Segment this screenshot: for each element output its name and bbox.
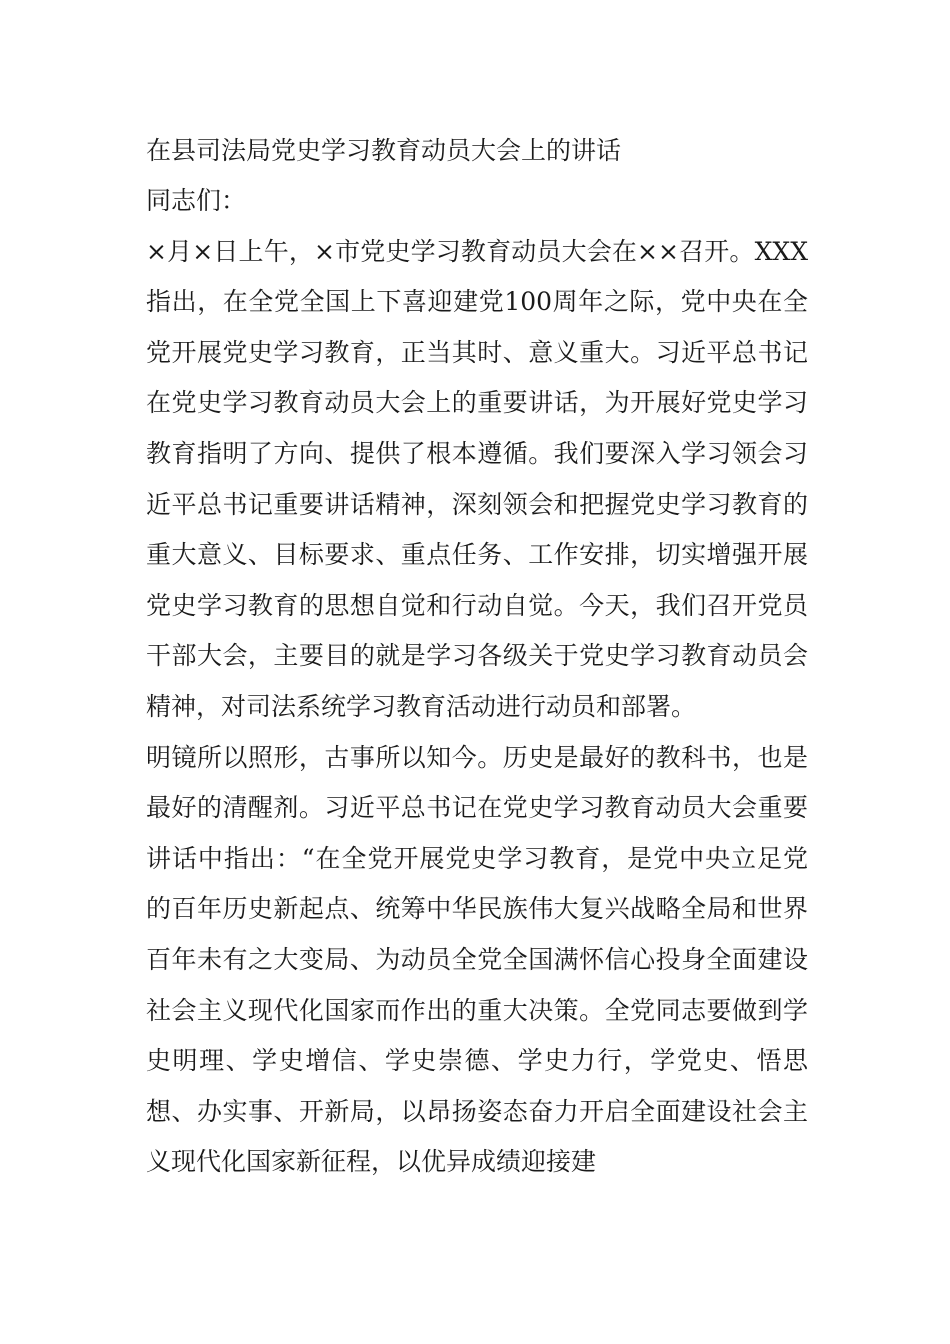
document-body (146, 126, 808, 1188)
paragraph-2: 明镜所以照形，古事所以知今。历史是最好的教科书，也是最好的清醒剂。习近平总书记在党史学习教育动员大会重要讲话中指出：“在全党开展党史学习教育，是党中央立足党的百年历史新起点、统筹中华民族伟大复兴战略全局和世界百年未有之大变局、为动员全党全国满怀信心投身全面建设社会主义现代化国家而作出的重大决策。全党同志要做到学史明理、学史增信、学史崇德、学史力行，学党史、悟思想、办实事、开新局，以昂扬姿态奋力开启全面建设社会主义现代化国家新征程，以优异成绩迎接建 (146, 742, 808, 1177)
document-title: 在县司法局党史学习教育动员大会上的讲话 (146, 136, 622, 165)
greeting: 同志们： (146, 186, 247, 215)
paragraph-1: ×月×日上午，×市党史学习教育动员大会在××召开。XXX指出，在全党全国上下喜迎建党100周年之际，党中央在全党开展党史学习教育，正当其时、意义重大。习近平总书记在党史学习教育动员大会上的重要讲话，为开展好党史学习教育指明了方向、提供了根本遵循。我们要深入学习领会习近平总书记重要讲话精神，深刻领会和把握党史学习教育的重大意义、目标要求、重点任务、工作安排，切实增强开展党史学习教育的思想自觉和行动自觉。今天，我们召开党员干部大会，主要目的就是学习各级关于党史学习教育动员会精神，对司法系统学习教育活动进行动员和部署。 (146, 236, 808, 721)
